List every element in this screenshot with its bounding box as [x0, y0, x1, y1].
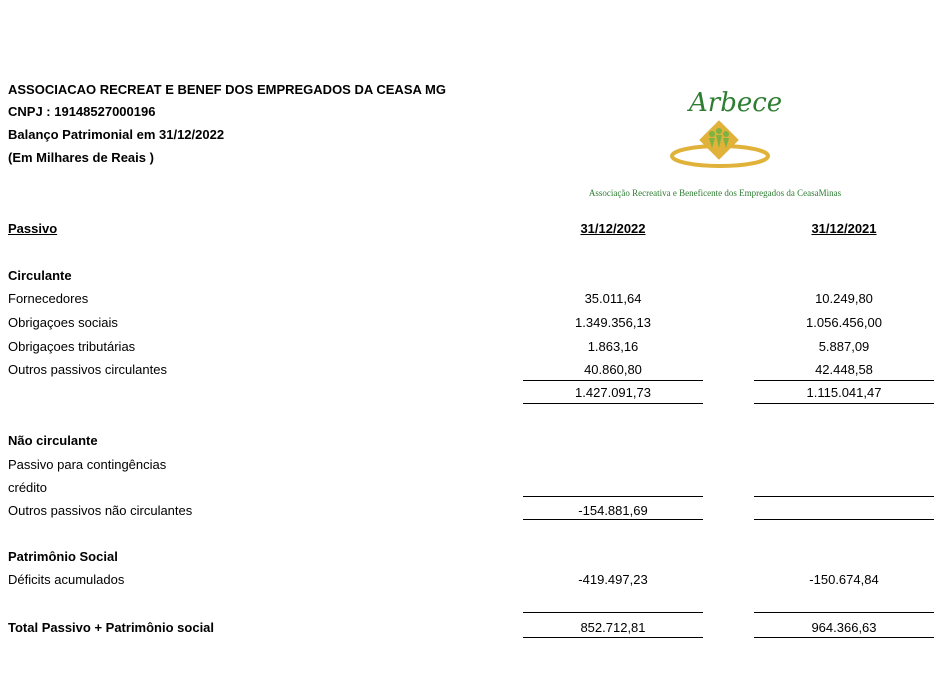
logo-tagline: Associação Recreativa e Beneficente dos Empregados da CeasaMinas: [588, 188, 842, 198]
nc-rule-bottom-2021: [754, 519, 934, 520]
total-rule-bottom-2021: [754, 637, 934, 638]
value-2022: 40.860,80: [584, 362, 642, 377]
total-2022: 852.712,81: [580, 620, 646, 635]
row-label: Outros passivos não circulantes: [8, 503, 193, 518]
contingencias-label: Passivo para contingências: [8, 457, 167, 472]
subtotal-rule-bottom-2022: [523, 403, 703, 404]
value-2021: -150.674,84: [809, 572, 879, 587]
total-rule-top-2021: [754, 612, 934, 613]
total-label: Total Passivo + Patrimônio social: [8, 620, 215, 635]
patrimonio-heading: Patrimônio Social: [8, 549, 118, 564]
arbece-logo: [665, 88, 783, 180]
row-label: Obrigaçoes tributárias: [8, 339, 136, 354]
circulante-total-2022: 1.427.091,73: [575, 385, 651, 400]
subtotal-rule-top-2021: [754, 380, 934, 381]
credito-label: crédito: [8, 480, 48, 495]
value-2022: -419.497,23: [578, 572, 648, 587]
nc-rule-top-2021: [754, 496, 934, 497]
row-label: Outros passivos circulantes: [8, 362, 167, 377]
total-rule-top-2022: [523, 612, 703, 613]
value-2022: -154.881,69: [578, 503, 648, 518]
value-2021: 42.448,58: [815, 362, 873, 377]
cnpj: CNPJ : 19148527000196: [8, 104, 156, 119]
nc-rule-top-2022: [523, 496, 703, 497]
subtotal-rule-bottom-2021: [754, 403, 934, 404]
total-2021: 964.366,63: [811, 620, 877, 635]
value-2022: 1.349.356,13: [575, 315, 651, 330]
value-2022: 35.011,64: [584, 291, 642, 306]
value-2021: 5.887,09: [818, 339, 870, 354]
circulante-total-2021: 1.115.041,47: [806, 385, 882, 400]
nao-circulante-heading: Não circulante: [8, 433, 98, 448]
column-header-2022: 31/12/2022: [580, 221, 646, 236]
circulante-heading: Circulante: [8, 268, 72, 283]
logo-emblem-icon: [665, 88, 775, 180]
logo-script-text: Arbece: [689, 88, 783, 118]
value-2022: 1.863,16: [587, 339, 639, 354]
value-2021: 10.249,80: [815, 291, 873, 306]
report-title: Balanço Patrimonial em 31/12/2022: [8, 127, 225, 142]
subtotal-rule-top-2022: [523, 380, 703, 381]
row-label: Obrigaçoes sociais: [8, 315, 118, 330]
nc-rule-bottom-2022: [523, 519, 703, 520]
report-units: (Em Milhares de Reais ): [8, 150, 154, 165]
row-label: Déficits acumulados: [8, 572, 125, 587]
value-2021: 1.056.456,00: [806, 315, 882, 330]
row-label: Fornecedores: [8, 291, 89, 306]
passivo-heading: Passivo: [8, 221, 58, 236]
total-rule-bottom-2022: [523, 637, 703, 638]
column-header-2021: 31/12/2021: [811, 221, 877, 236]
organization-name: ASSOCIACAO RECREAT E BENEF DOS EMPREGADOS DA CEASA MG: [8, 82, 446, 97]
